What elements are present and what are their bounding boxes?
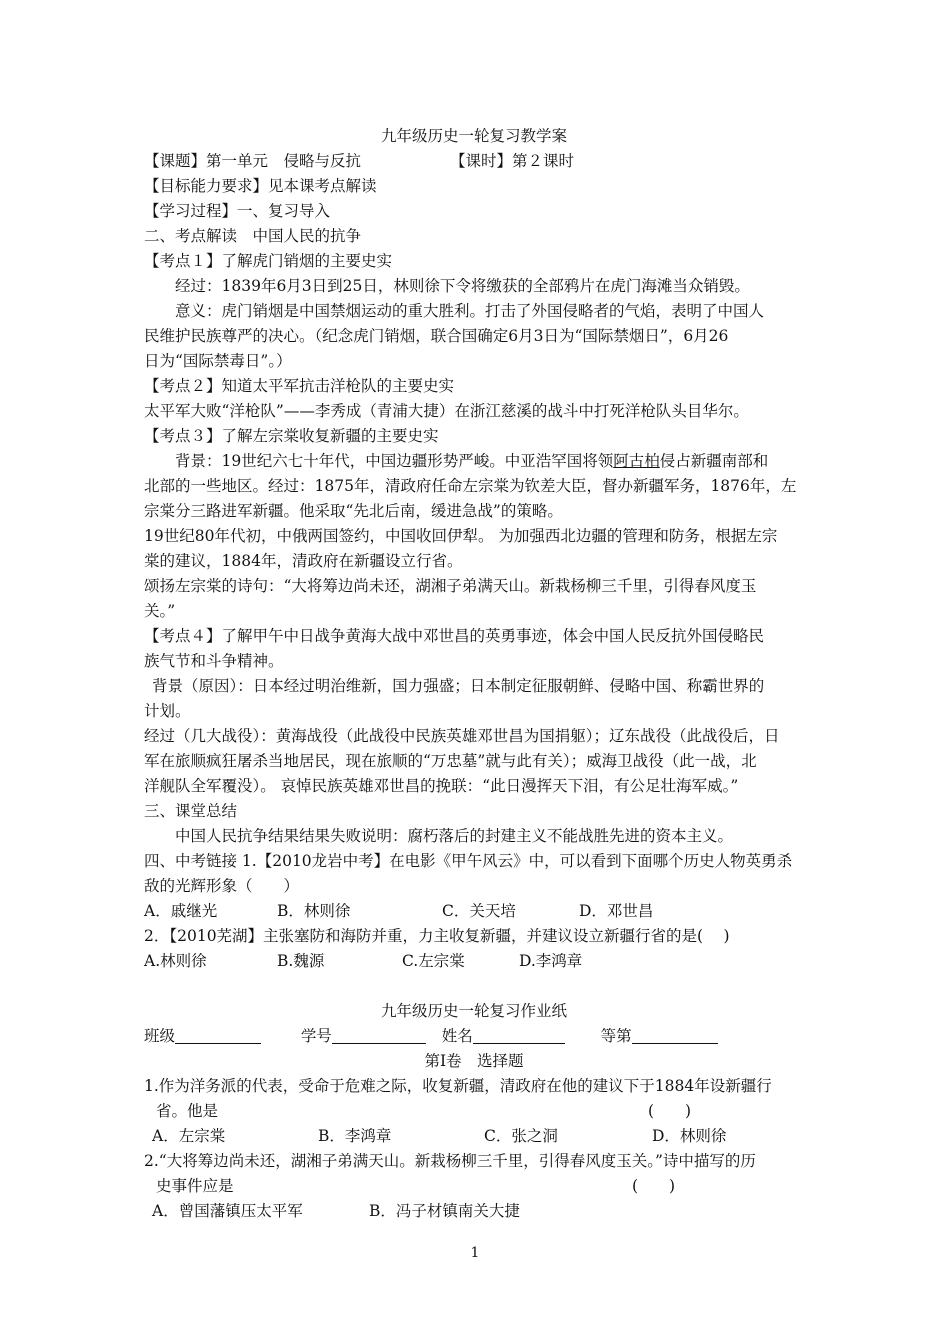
- point1-text: 意义：虎门销烟是中国禁烟运动的重大胜利。打击了外国侵略者的气焰，表明了中国人: [175, 302, 765, 320]
- point4-heading: 【考点４】了解甲午中日战争黄海大战中邓世昌的英勇事迹，体会中国人民反抗外国侵略民: [144, 627, 765, 645]
- option: A．戚继光: [144, 902, 218, 920]
- point1-text: 日为“国际禁毒日”。）: [144, 352, 292, 370]
- point4-text: 经过（几大战役）：黄海战役（此战役中民族英雄邓世昌为国捐躯）；辽东战役（此战役后，日: [144, 727, 780, 745]
- page-number: 1: [470, 1245, 480, 1261]
- option: D．林则徐: [652, 1127, 727, 1145]
- option: B．冯子材镇南关大捷: [369, 1202, 520, 1220]
- point3-text-a: 背景：19世纪六七十年代，中国边疆形势严峻。中亚浩罕国将领: [175, 452, 614, 470]
- homework-question-2: 2.“大将筹边尚未还，湖湘子弟满天山。新栽杨柳三千里，引得春风度玉关。”诗中描写的历: [144, 1152, 756, 1170]
- point4-text: 计划。: [144, 702, 191, 720]
- student-info-line: [144, 1024, 804, 1048]
- summary-text: 中国人民抗争结果结果失败说明：腐朽落后的封建主义不能战胜先进的资本主义。: [175, 827, 734, 845]
- point4-text: 军在旅顺疯狂屠杀当地居民，现在旅顺的“万忠墓”就与此有关）；威海卫战役（此一战，北: [144, 752, 757, 770]
- point3-text: 北部的一些地区。经过：1875年，清政府任命左宗棠为钦差大臣，督办新疆军务，1876年，左: [144, 477, 797, 495]
- option: B.魏源: [277, 952, 325, 970]
- option: D．邓世昌: [579, 902, 654, 920]
- part-title: 第Ⅰ卷 选择题: [424, 1052, 524, 1070]
- point4-text: 背景（原因）：日本经过明治维新，国力强盛；日本制定征服朝鲜、侵略中国、称霸世界的: [152, 677, 765, 695]
- rank-field[interactable]: [632, 1027, 718, 1044]
- name-label: 姓名: [441, 1027, 473, 1045]
- lesson-title: 九年级历史一轮复习教学案: [380, 127, 567, 145]
- point1-text: 经过：1839年6月3日到25日，林则徐下令将缴获的全部鸦片在虎门海滩当众销毁。: [175, 277, 750, 295]
- question-text: 史事件应是: [156, 1177, 234, 1195]
- point2-heading: 【考点２】知道太平军抗击洋枪队的主要史实: [144, 377, 455, 395]
- homework-title: 九年级历史一轮复习作业纸: [380, 1002, 567, 1020]
- section-heading-4: 四、中考链接 1.【2010龙岩中考】在电影《甲午风云》中，可以看到下面哪个历史人物英勇杀: [144, 852, 793, 870]
- section-heading-3: 三、课堂总结: [144, 802, 238, 820]
- student-id-field[interactable]: [332, 1027, 426, 1044]
- point4-heading: 族气节和斗争精神。: [144, 652, 284, 670]
- section-heading-2: 二、考点解读 中国人民的抗争: [144, 227, 362, 245]
- point3-poem: 颂扬左宗棠的诗句：“大将筹边尚未还，湖湘子弟满天山。新栽杨柳三千里，引得春风度玉: [144, 577, 757, 595]
- process-line: 【学习过程】一、复习导入: [144, 202, 331, 220]
- option: C．关天培: [442, 902, 516, 920]
- option: C.左宗棠: [402, 952, 465, 970]
- topic-label: 【课题】第一单元 侵略与反抗: [144, 152, 362, 170]
- point2-text: 太平军大败“洋枪队”——李秀成（青浦大捷）在浙江慈溪的战斗中打死洋枪队头目华尔。: [144, 402, 749, 420]
- point1-heading: 【考点１】了解虎门销烟的主要史实: [144, 252, 393, 270]
- option: C．张之洞: [484, 1127, 558, 1145]
- answer-paren: ( ): [648, 1102, 692, 1120]
- point3-text: 宗棠分三路进军新疆。他采取“先北后南，缓进急战”的策略。: [144, 502, 563, 520]
- point3-text: 19世纪80年代初，中俄两国签约，中国收回伊犁。 为加强西北边疆的管理和防务，根据左宗: [144, 527, 778, 545]
- option: B．林则徐: [277, 902, 351, 920]
- underlined-name: 阿古柏: [613, 452, 660, 470]
- option: A．曾国藩镇压太平军: [152, 1202, 303, 1220]
- name-field[interactable]: [473, 1027, 565, 1044]
- topic-line: [144, 149, 804, 173]
- point3-poem: 关。”: [144, 602, 176, 620]
- homework-question-2: [144, 1174, 816, 1198]
- class-label: 班级: [144, 1027, 176, 1045]
- point1-text: 民维护民族尊严的决心。（纪念虎门销烟，联合国确定6月3日为“国际禁烟日”，6月26: [144, 327, 729, 345]
- option: D.李鸿章: [519, 952, 583, 970]
- goal-line: 【目标能力要求】见本课考点解读: [144, 177, 377, 195]
- point3-text: 棠的建议，1884年，清政府在新疆设立行省。: [144, 552, 463, 570]
- homework-question-1: 1.作为洋务派的代表，受命于危难之际，收复新疆，清政府在他的建议下于1884年设新疆行: [144, 1077, 772, 1095]
- point4-text: 洋舰队全军覆没）。 哀悼民族英雄邓世昌的挽联：“此日漫挥天下泪，有公足壮海军威。”: [144, 777, 739, 795]
- point3-heading: 【考点３】了解左宗棠收复新疆的主要史实: [144, 427, 439, 445]
- option: A.林则徐: [144, 952, 207, 970]
- point3-text: [144, 449, 835, 473]
- exam-question-1: 敌的光辉形象（ ）: [144, 877, 300, 895]
- rank-label: 等第: [600, 1027, 632, 1045]
- exam-question-2: 2．【2010芜湖】主张塞防和海防并重，力主收复新疆，并建议设立新疆行省的是( ): [144, 927, 730, 945]
- option: B．李鸿章: [318, 1127, 392, 1145]
- question-text: 省。他是: [156, 1102, 219, 1120]
- point3-text-b: 侵占新疆南部和: [659, 452, 769, 470]
- period-label: 【课时】第２课时: [450, 152, 575, 170]
- answer-paren: ( ): [632, 1177, 676, 1195]
- homework-question-1: [144, 1099, 816, 1123]
- student-id-label: 学号: [300, 1027, 332, 1045]
- option: A．左宗棠: [152, 1127, 226, 1145]
- class-field[interactable]: [175, 1027, 261, 1044]
